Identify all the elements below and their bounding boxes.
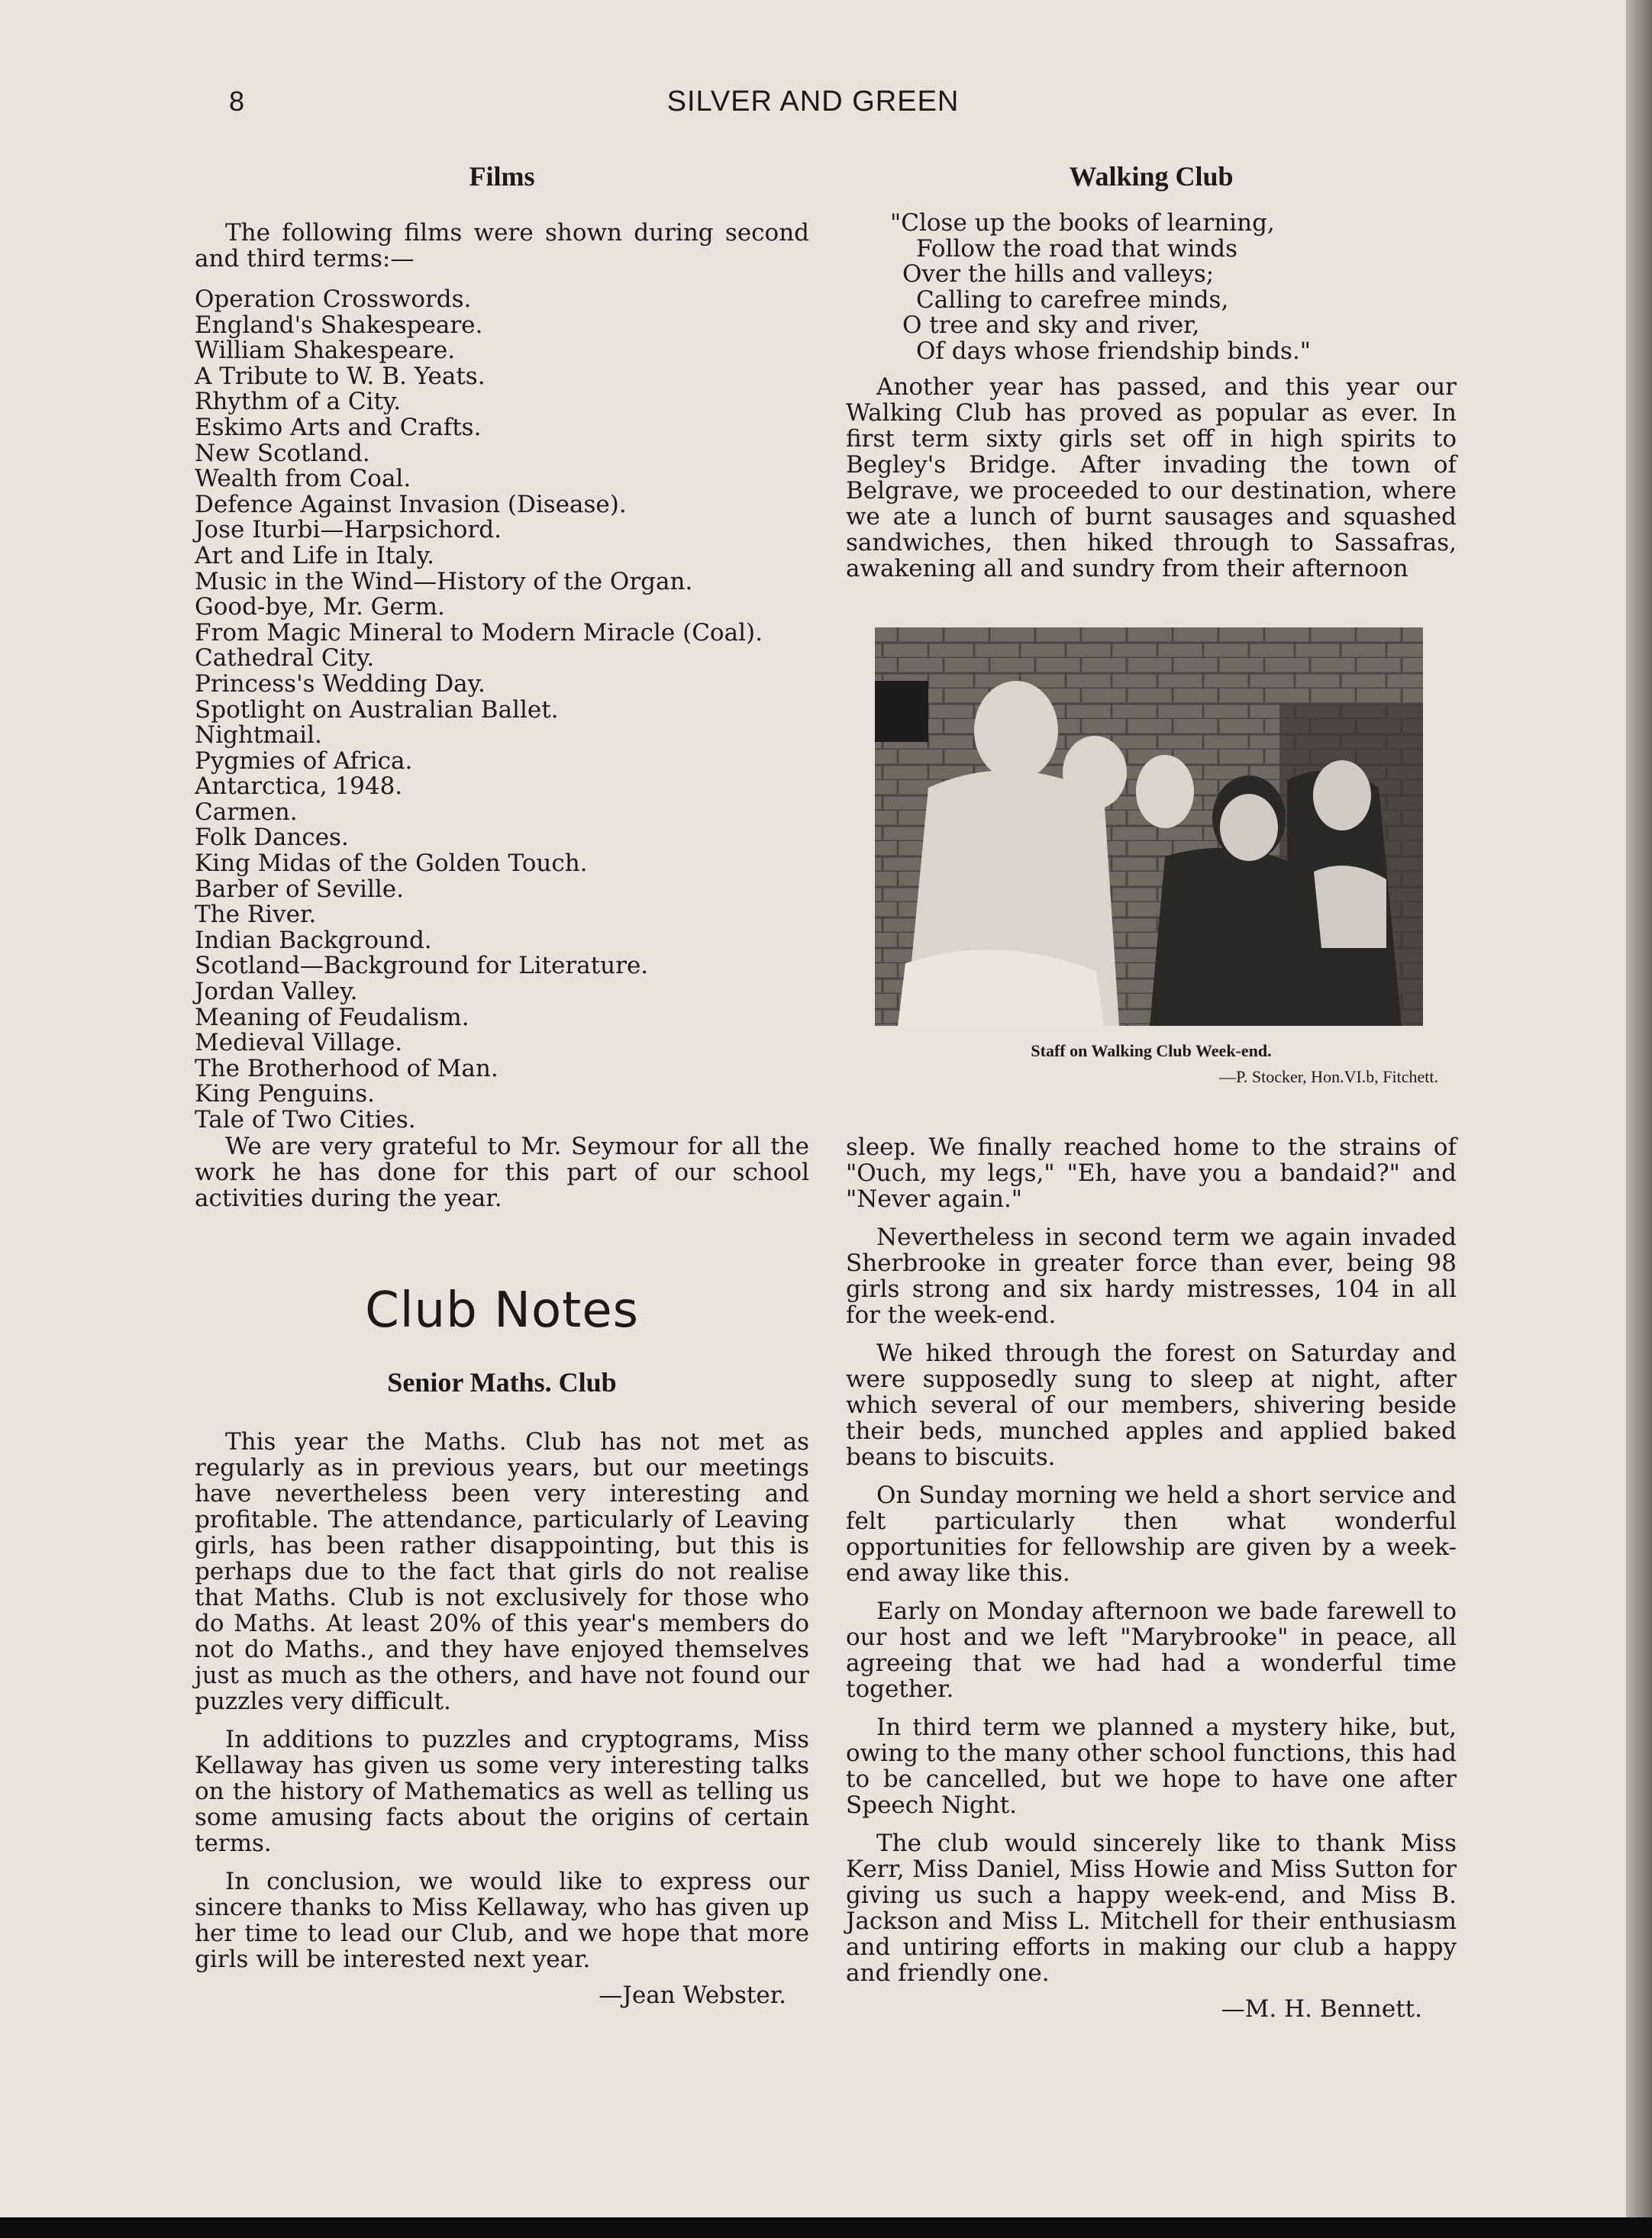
scan-bottom-edge	[0, 2217, 1652, 2238]
senior-maths-paragraph: In conclusion, we would like to express our sincere thanks to Miss Kellaway, who has given up her time to lead our Club, and we hope that more girls will be interested next year.	[195, 1868, 809, 1973]
list-item: Carmen.	[195, 798, 298, 826]
films-section	[195, 160, 809, 1211]
photo-illustration	[875, 627, 1423, 1026]
list-item: King Midas of the Golden Touch.	[195, 850, 588, 878]
walking-club-continued	[846, 1134, 1457, 2023]
list-item: Tale of Two Cities.	[195, 1106, 416, 1134]
walking-club-paragraph: Early on Monday afternoon we bade farewell to our host and we left "Marybrooke" in peace, all agreeing that we had had a wonderful time together.	[846, 1598, 1457, 1703]
poem-line: Over the hills and valleys;	[902, 260, 1215, 289]
poem-line: Follow the road that winds	[916, 234, 1238, 263]
list-item: New Scotland.	[195, 439, 370, 467]
page-header-title: SILVER AND GREEN	[666, 85, 960, 118]
page-number: 8	[229, 85, 245, 117]
poem-line: Calling to carefree minds,	[916, 285, 1229, 314]
list-item: Wealth from Coal.	[195, 465, 411, 493]
walking-club-poem	[846, 211, 1457, 365]
senior-maths-paragraph: This year the Maths. Club has not met as regularly as in previous years, but our meetings have nevertheless been very interesting and profitable. The attendance, particularly of Leaving girls, has been rather disappointing, but this is perhaps due to the fact that girls do not realise that Maths. Club is not exclusively for those who do Maths. At least 20% of this year's members do not do Maths., and they have enjoyed themselves just as much as the others, and have not found our puzzles very difficult.	[195, 1428, 809, 1715]
walking-club-paragraph: Another year has passed, and this year our Walking Club has proved as popular as ever. In first term sixty girls set off in high spirits to Begley's Bridge. After invading the town of Belgrave, we proceeded to our destination, where we ate a lunch of burnt sausages and squashed sandwiches, then hiked through to Sassafras, awakening all and sundry from their afternoon	[846, 372, 1457, 582]
films-list	[195, 287, 809, 1134]
list-item: Folk Dances.	[195, 824, 349, 852]
list-item: William Shakespeare.	[195, 337, 456, 365]
list-item: The River.	[195, 901, 317, 929]
poem-line: Of days whose friendship binds."	[916, 337, 1312, 365]
list-item: Operation Crosswords.	[195, 285, 472, 313]
book-binding	[1626, 0, 1652, 2238]
list-item: Antarctica, 1948.	[195, 772, 403, 801]
photo-caption: Staff on Walking Club Week-end.	[1031, 1041, 1272, 1060]
list-item: Defence Against Invasion (Disease).	[195, 490, 627, 518]
list-item: Scotland—Background for Literature.	[195, 952, 649, 980]
walking-club-section	[846, 160, 1457, 582]
list-item: A Tribute to W. B. Yeats.	[195, 362, 486, 390]
list-item: Music in the Wind—History of the Organ.	[195, 567, 693, 595]
list-item: Cathedral City.	[195, 644, 375, 672]
list-item: The Brotherhood of Man.	[195, 1054, 499, 1082]
walking-club-paragraph: sleep. We finally reached home to the strains of "Ouch, my legs," "Eh, have you a bandaid?" and "Never again."	[846, 1134, 1457, 1213]
list-item: King Penguins.	[195, 1080, 375, 1108]
list-item: Barber of Seville.	[195, 875, 404, 903]
poem-line: "Close up the books of learning,	[890, 209, 1275, 237]
list-item: Rhythm of a City.	[195, 388, 402, 416]
walking-club-paragraph: In third term we planned a mystery hike, but, owing to the many other school functions, this had to be cancelled, but we hope to have one after Speech Night.	[846, 1714, 1457, 1819]
list-item: Princess's Wedding Day.	[195, 669, 486, 698]
walking-club-paragraph: We hiked through the forest on Saturday and were supposedly sung to sleep at night, after which several of our members, shivering beside their beds, munched apples and applied baked beans to biscuits.	[846, 1340, 1457, 1471]
walking-club-paragraph: Nevertheless in second term we again invaded Sherbrooke in greater force than ever, being 98 girls strong and six hardy mistresses, 104 in all for the week-end.	[846, 1224, 1457, 1329]
list-item: Nightmail.	[195, 721, 322, 750]
senior-maths-section	[195, 1366, 809, 2009]
senior-maths-signature: —Jean Webster.	[599, 1982, 786, 2009]
staff-group-photo	[875, 627, 1423, 1026]
list-item: Eskimo Arts and Crafts.	[195, 413, 482, 441]
list-item: Jose Iturbi—Harpsichord.	[195, 516, 502, 544]
club-notes-heading: Club Notes	[365, 1282, 639, 1339]
films-closing: We are very grateful to Mr. Seymour for all the work he has done for this part of our school activities during the year.	[195, 1132, 809, 1212]
films-title: Films	[469, 161, 535, 192]
list-item: Jordan Valley.	[195, 978, 358, 1006]
walking-club-paragraph: The club would sincerely like to thank Miss Kerr, Miss Daniel, Miss Howie and Miss Sutton for giving us such a happy week-end, and Miss B. Jackson and Miss L. Mitchell for their enthusiasm and untiring efforts in making our club a happy and friendly one.	[846, 1830, 1457, 1987]
list-item: Meaning of Feudalism.	[195, 1003, 469, 1031]
walking-club-signature: —M. H. Bennett.	[1221, 1995, 1422, 2023]
list-item: Medieval Village.	[195, 1029, 403, 1057]
list-item: Pygmies of Africa.	[195, 747, 413, 775]
list-item: England's Shakespeare.	[195, 311, 483, 339]
list-item: Spotlight on Australian Ballet.	[195, 695, 559, 724]
senior-maths-paragraph: In additions to puzzles and cryptograms, Miss Kellaway has given us some very interesting talks on the history of Mathematics as well as telling us some amusing facts about the origins of certain terms.	[195, 1726, 809, 1857]
films-intro: The following films were shown during second and third terms:—	[195, 219, 809, 272]
list-item: Good-bye, Mr. Germ.	[195, 593, 445, 621]
poem-line: O tree and sky and river,	[902, 311, 1200, 340]
walking-club-paragraph: On Sunday morning we held a short service and felt particularly then what wonderful opportunities for fellowship are given by a week-end away like this.	[846, 1482, 1457, 1587]
list-item: From Magic Mineral to Modern Miracle (Coal).	[195, 618, 763, 647]
photo-credit: —P. Stocker, Hon.VI.b, Fitchett.	[1219, 1067, 1438, 1086]
walking-club-title: Walking Club	[1069, 161, 1234, 192]
senior-maths-title: Senior Maths. Club	[387, 1367, 617, 1398]
list-item: Indian Background.	[195, 926, 432, 954]
list-item: Art and Life in Italy.	[195, 541, 434, 569]
